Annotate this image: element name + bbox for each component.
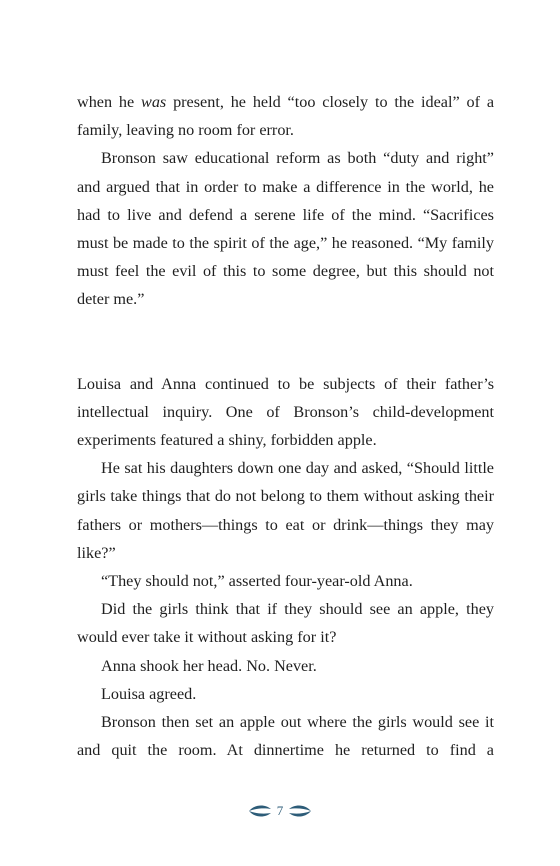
text-run: Did the girls think that if they should see an apple, they would ever take it without asking for it?	[77, 600, 494, 647]
paragraph-p1	[77, 88, 494, 144]
paragraph-p8	[77, 680, 494, 708]
emphasis-text: was	[141, 93, 167, 111]
paragraph-p4	[77, 454, 494, 567]
page-body	[77, 88, 494, 764]
text-run: Louisa and Anna continued to be subjects of their father’s intellectual inquiry. One of Bronson’s child-development experiments featured a shiny, forbidden apple.	[77, 374, 494, 450]
leaf-ornament-left-icon	[247, 803, 273, 819]
text-run: Louisa agreed.	[101, 684, 197, 703]
text-run: present, he held “too closely to the ideal” of a family, leaving no room for error.	[77, 93, 494, 140]
leaf-ornament-right-icon	[287, 803, 313, 819]
page-footer	[0, 803, 560, 819]
paragraph-p6	[77, 595, 494, 651]
text-run: Bronson then set an apple out where the girls would see it and quit the room. At dinnertime he returned to find a	[77, 713, 494, 760]
paragraph-p7	[77, 652, 494, 680]
text-run: Anna shook her head. No. Never.	[101, 656, 317, 675]
text-run: Bronson saw educational reform as both “duty and right” and argued that in order to make a difference in the world, he had to live and defend a serene life of the mind. “Sacrifices must be made to the spirit of the age,” he reasoned. “My family must feel the evil of this to some degree, but this should not deter me.”	[77, 149, 494, 309]
text-run: when he	[77, 93, 142, 111]
paragraph-p5	[77, 567, 494, 595]
paragraph-p2	[77, 144, 494, 313]
page-number: 7	[276, 803, 284, 818]
section-break	[77, 314, 494, 370]
text-run: He sat his daughters down one day and asked, “Should little girls take things that do not belong to them without asking their fathers or mothers—things to eat or drink—things they may like?”	[77, 459, 494, 562]
paragraph-p9	[77, 708, 494, 764]
paragraph-p3	[77, 370, 494, 455]
text-run: “They should not,” asserted four-year-old Anna.	[101, 572, 413, 591]
